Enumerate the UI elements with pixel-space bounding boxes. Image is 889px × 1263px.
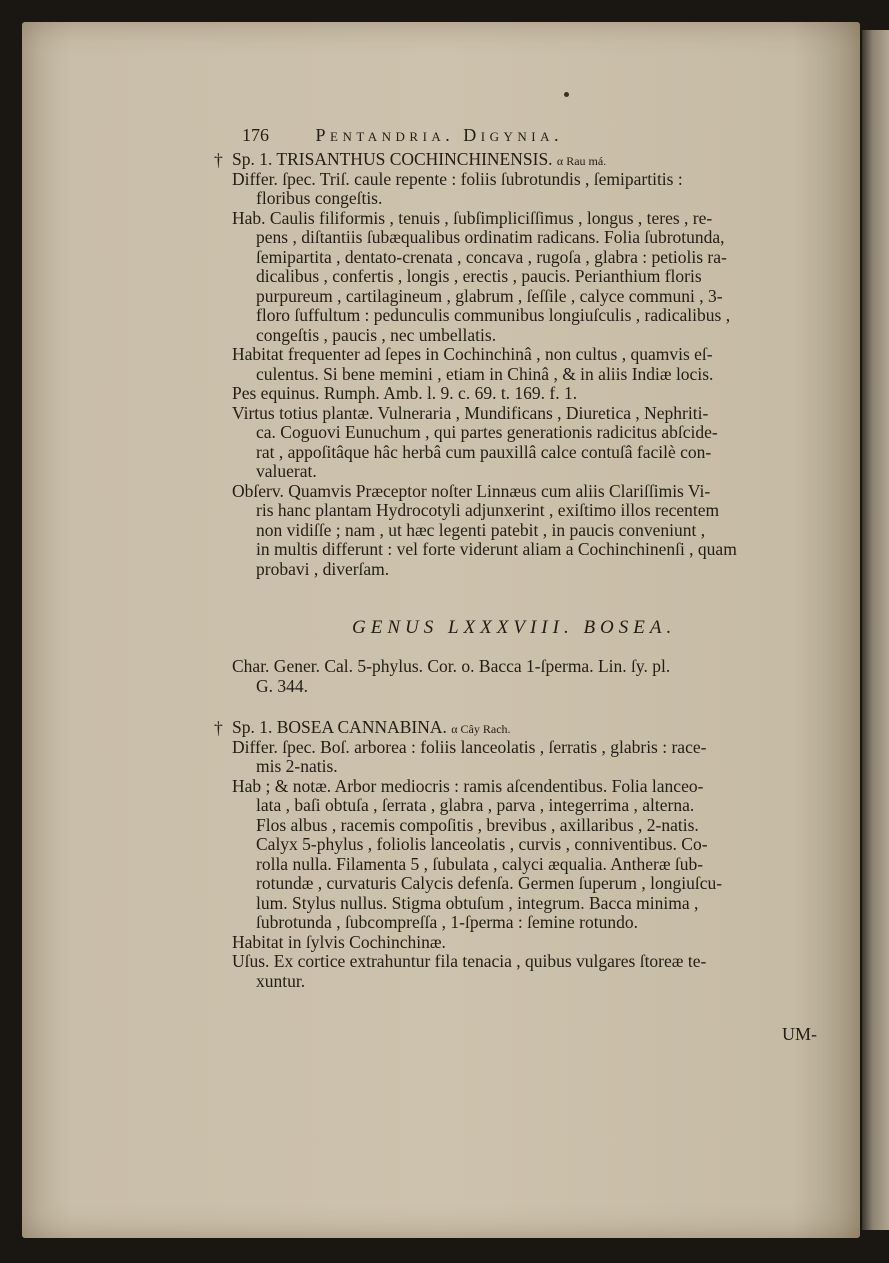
genus-character: [232, 657, 670, 696]
genus-heading: GENUS LXXXVIII. BOSEA.: [352, 617, 677, 638]
sp1-line: purpureum , cartilagineum , glabrum , ſeſſile , calyce communi , 3-: [256, 285, 723, 306]
sp1-line: ris hanc plantam Hydrocotyli adjunxerint , exiſtimo illos recentem: [256, 500, 720, 520]
sp2-line: rotundæ , curvaturis Calycis defenſa. Germen ſuperum , longiuſcu-: [256, 873, 723, 893]
sp2-line: xuntur.: [256, 970, 306, 991]
species-2-vernacular: α Cây Rach.: [451, 722, 511, 736]
sp1-line: dicalibus , confertis , longis , erectis , paucis. Perianthium floris: [256, 266, 702, 286]
species-2-entry: [232, 718, 722, 991]
species-1-heading: [232, 150, 737, 170]
sp1-line: Habitat frequenter ad ſepes in Cochinchinâ , non cultus , quamvis eſ-: [232, 344, 713, 364]
sp1-line: culentus. Si bene memini , etiam in Chinâ , & in aliis Indiæ locis.: [256, 363, 714, 384]
sp2-line: mis 2-natis.: [256, 756, 338, 776]
sp1-line: floribus congeſtis.: [256, 188, 383, 208]
sp1-line: valuerat.: [256, 461, 317, 481]
species-1-title: Sp. 1. TRISANTHUS COCHINCHINENSIS.: [232, 149, 553, 169]
running-title: Pentandria. Digynia.: [315, 125, 564, 145]
adjacent-page-edge: [862, 30, 889, 1230]
sp1-line: pens , diſtantiis ſubæqualibus ordinatim radicans. Folia ſubrotunda,: [256, 227, 725, 247]
dagger-mark-1: †: [214, 150, 223, 170]
running-head: [242, 125, 563, 146]
sp2-line: Flos albus , racemis compoſitis , brevibus , axillaribus , 2-natis.: [256, 814, 699, 835]
sp2-line: ſubrotunda , ſubcompreſſa , 1-ſperma : ſemine rotundo.: [256, 912, 638, 932]
sp1-line: Pes equinus. Rumph. Amb. l. 9. c. 69. t. 169. f. 1.: [232, 383, 578, 403]
species-2-title: Sp. 1. BOSEA CANNABINA.: [232, 717, 447, 737]
sp2-line: Calyx 5-phylus , foliolis lanceolatis , curvis , conniventibus. Co-: [256, 834, 708, 854]
sp2-line: Differ. ſpec. Boſ. arborea : foliis lanceolatis , ſerratis , glabris : race-: [232, 736, 707, 757]
page-number: 176: [242, 125, 269, 145]
sp1-line: rat , appoſitâque hâc herbâ cum pauxillâ calce contuſâ facilè con-: [256, 441, 712, 462]
sp1-line: Hab. Caulis filiformis , tenuis , ſubſimpliciſſimus , longus , teres , re-: [232, 207, 713, 228]
sp1-line: probavi , diverſam.: [256, 558, 390, 579]
dagger-mark-2: †: [214, 718, 223, 738]
sp2-line: Habitat in ſylvis Cochinchinæ.: [232, 931, 446, 952]
ink-speck: [564, 92, 569, 97]
sp2-line: Uſus. Ex cortice extrahuntur fila tenacia , quibus vulgares ſtoreæ te-: [232, 951, 707, 971]
char-line: Char. Gener. Cal. 5-phylus. Cor. o. Bacca 1-ſperma. Lin. ſy. pl.: [232, 656, 671, 676]
sp2-line: rolla nulla. Filamenta 5 , ſubulata , calyci æqualia. Antheræ ſub-: [256, 853, 704, 874]
sp1-line: Obſerv. Quamvis Præceptor noſter Linnæus cum aliis Clariſſimis Vi-: [232, 480, 711, 501]
species-1-vernacular: α Rau má.: [556, 154, 607, 168]
sp1-line: ca. Coguovi Eunuchum , qui partes generationis radicitus abſcide-: [256, 422, 718, 442]
sp2-line: Hab ; & notæ. Arbor mediocris : ramis aſcendentibus. Folia lanceo-: [232, 775, 704, 796]
sp1-line: in multis differunt : vel forte viderunt aliam a Cochinchinenſi , quam: [256, 539, 737, 559]
sp1-line: congeſtis , paucis , nec umbellatis.: [256, 324, 497, 345]
sp2-line: lum. Stylus nullus. Stigma obtuſum , integrum. Bacca minima ,: [256, 892, 699, 913]
sp1-line: Virtus totius plantæ. Vulneraria , Mundificans , Diuretica , Nephriti-: [232, 402, 709, 423]
sp1-line: ſemipartita , dentato-crenata , concava , rugoſa , glabra : petiolis ra-: [256, 246, 727, 267]
catchword: UM-: [782, 1024, 817, 1044]
sp1-line: Differ. ſpec. Triſ. caule repente : foliis ſubrotundis , ſemipartitis :: [232, 168, 683, 189]
species-1-entry: [232, 150, 737, 579]
sp1-line: non vidiſſe ; nam , ut hæc legenti patebit , in paucis conveniunt ,: [256, 519, 706, 540]
species-2-heading: [232, 718, 722, 738]
sp2-line: lata , baſi obtuſa , ſerrata , glabra , parva , integerrima , alterna.: [256, 795, 695, 815]
sp1-line: floro ſuffultum : pedunculis communibus longiuſculis , radicalibus ,: [256, 305, 731, 325]
char-line: G. 344.: [256, 675, 309, 696]
